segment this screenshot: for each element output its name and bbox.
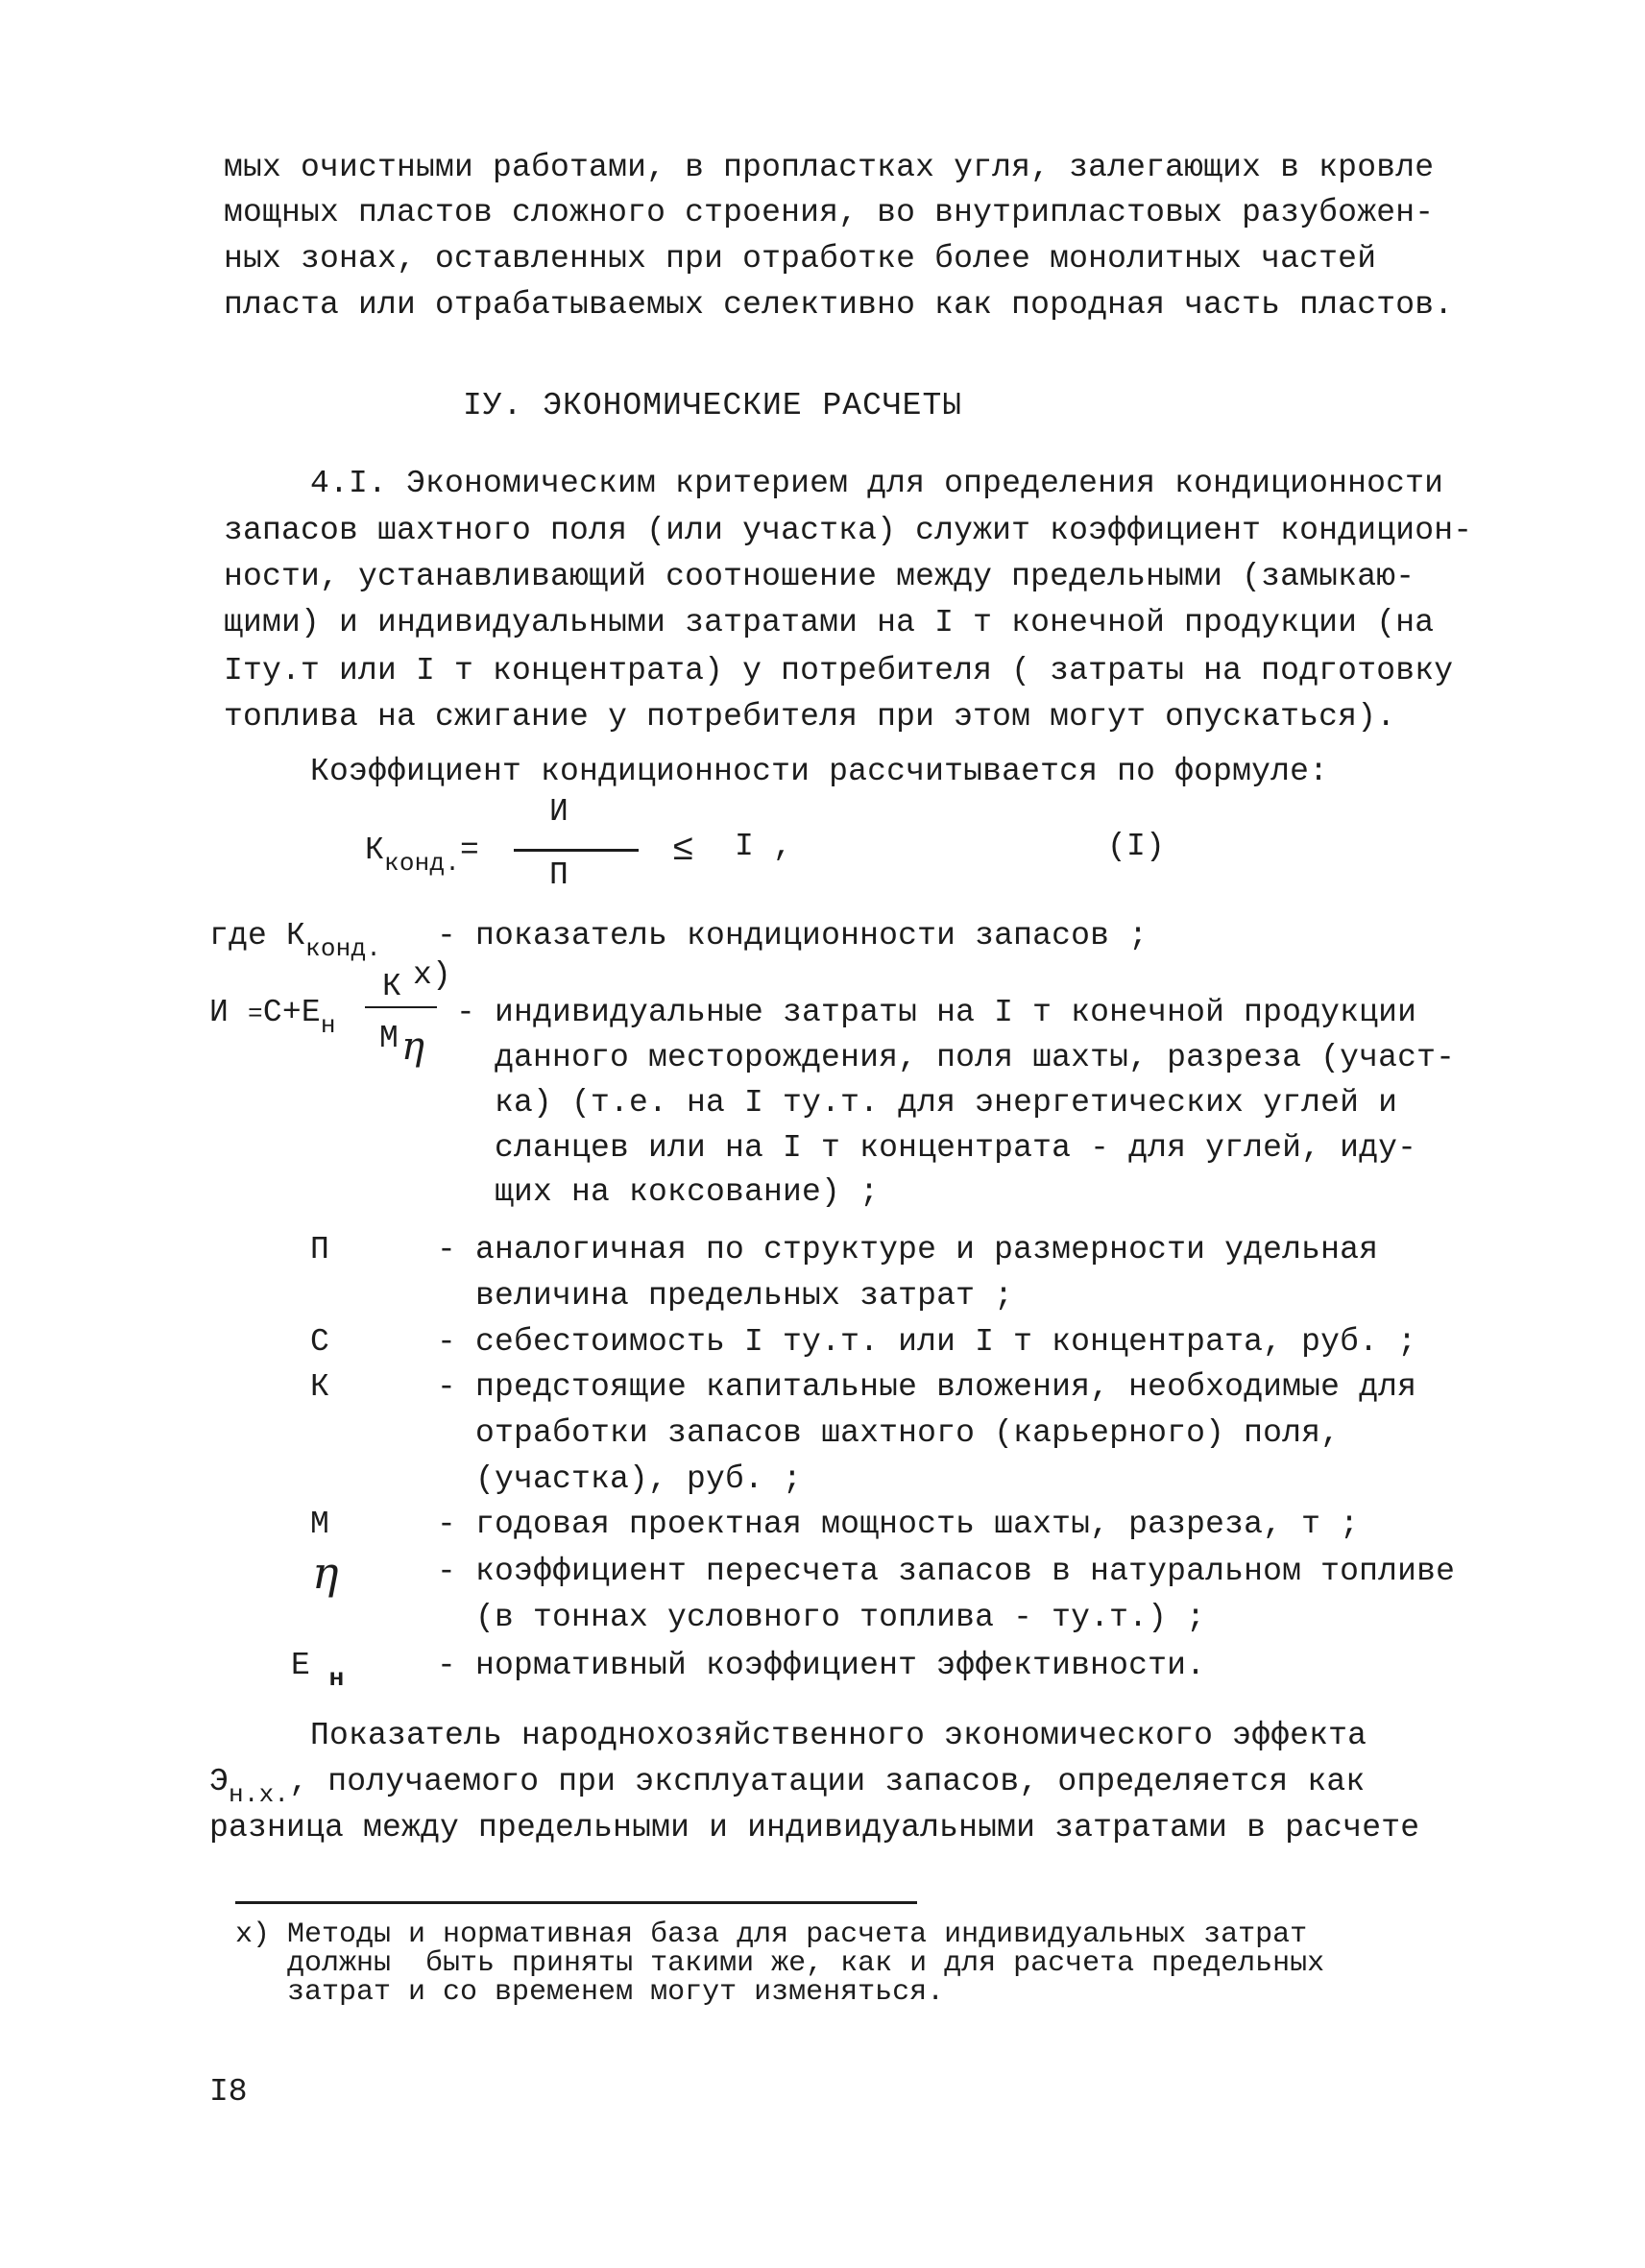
def-symbol: М [310,1507,329,1542]
intro-line: мощных пластов сложного строения, во внутрипластовых разубожен- [224,195,1435,230]
footnote-mark: x) [413,957,452,993]
formula-relation: ≤ [672,830,695,871]
fraction-bar [514,849,639,852]
footnote-rule [235,1901,917,1904]
closing-line: разница между предельными и индивидуальными затратами в расчете [209,1810,1420,1846]
i-desc-line: - индивидуальные затраты на I т конечной продукции [456,995,1417,1030]
i-formula-numerator: К [382,969,402,1004]
def-line: величина предельных затрат ; [437,1278,1014,1314]
i-desc-line: данного месторождения, поля шахты, разреза (участ- [456,1040,1456,1075]
paragraph-line: топлива на сжигание у потребителя при этом могут опускаться). [224,699,1396,735]
fraction-bar [365,1006,437,1008]
def-line: - коэффициент пересчета запасов в натуральном топливе [437,1554,1456,1589]
def-symbol: С [310,1324,329,1360]
def-line: - нормативный коэффициент эффективности. [437,1648,1206,1683]
i-desc-line: ка) (т.е. на I ту.т. для энергетических углей и [456,1085,1398,1121]
closing-line: $Э_{н.х.}$, получаемого при эксплуатации запасов, определяется как [209,1764,1366,1809]
where-prefix: где $К_{конд.}$ [209,918,382,963]
i-desc-line: щих на коксование) ; [456,1174,880,1210]
formula-intro: Коэффициент кондиционности рассчитывается по формуле: [310,754,1329,789]
formula-rhs: I , [735,829,793,864]
intro-line: ных зонах, оставленных при отработке более монолитных частей [224,241,1377,277]
def-line: - аналогичная по структуре и размерности удельная [437,1232,1379,1267]
footnote-line: затрат и со временем могут изменяться. [235,1976,945,2009]
formula-numerator: И [549,794,569,830]
intro-line: пласта или отрабатываемых селективно как породная часть пластов. [224,287,1454,323]
footnote-line: x) Методы и нормативная база для расчета индивидуальных затрат [235,1918,1308,1951]
def-symbol: П [310,1232,329,1267]
paragraph-line: щими) и индивидуальными затратами на I т конечной продукции (на [224,605,1435,640]
def-symbol: Е $_н$ [291,1648,345,1693]
intro-line: мых очистными работами, в пропластках угля, залегающих в кровле [224,150,1435,185]
paragraph-line: запасов шахтного поля (или участка) служит коэффициент кондицион- [224,513,1473,548]
section-heading: IУ. ЭКОНОМИЧЕСКИЕ РАСЧЕТЫ [463,388,963,423]
def-symbol-eta: η [312,1547,339,1599]
paragraph-line: ности, устанавливающий соотношение между предельными (замыкаю- [224,559,1415,594]
formula-denominator: П [549,857,569,893]
formula-lhs: $К_{конд.}=$ [365,832,480,878]
paragraph-line: Iту.т или I т концентрата) у потребителя ( затраты на подготовку [224,653,1454,688]
def-line: - себестоимость I ту.т. или I т концентрата, руб. ; [437,1324,1417,1360]
def-line: - предстоящие капитальные вложения, необходимые для [437,1369,1417,1405]
def-line: (участка), руб. ; [437,1461,803,1497]
def-symbol: К [310,1369,329,1405]
def-line: отработки запасов шахтного (карьерного) поля, [437,1415,1341,1451]
def-line: - годовая проектная мощность шахты, разреза, т ; [437,1507,1360,1542]
def-line: (в тоннах условного топлива - ту.т.) ; [437,1600,1206,1635]
i-desc-line: сланцев или на I т концентрата - для углей, иду- [456,1130,1417,1166]
footnote-line: должны быть приняты такими же, как и для расчета предельных [235,1947,1325,1980]
eta-symbol: η [401,1025,425,1069]
i-formula-denominator: М [379,1021,399,1056]
i-formula-lhs: $И =С+Е_н$ [209,995,336,1040]
page-number: I8 [209,2074,248,2110]
paragraph-line: 4.I. Экономическим критерием для определения кондиционности [310,466,1444,501]
closing-line: Показатель народнохозяйственного экономического эффекта [310,1718,1367,1753]
formula-number: (I) [1107,829,1166,864]
k-description: - показатель кондиционности запасов ; [437,918,1149,953]
